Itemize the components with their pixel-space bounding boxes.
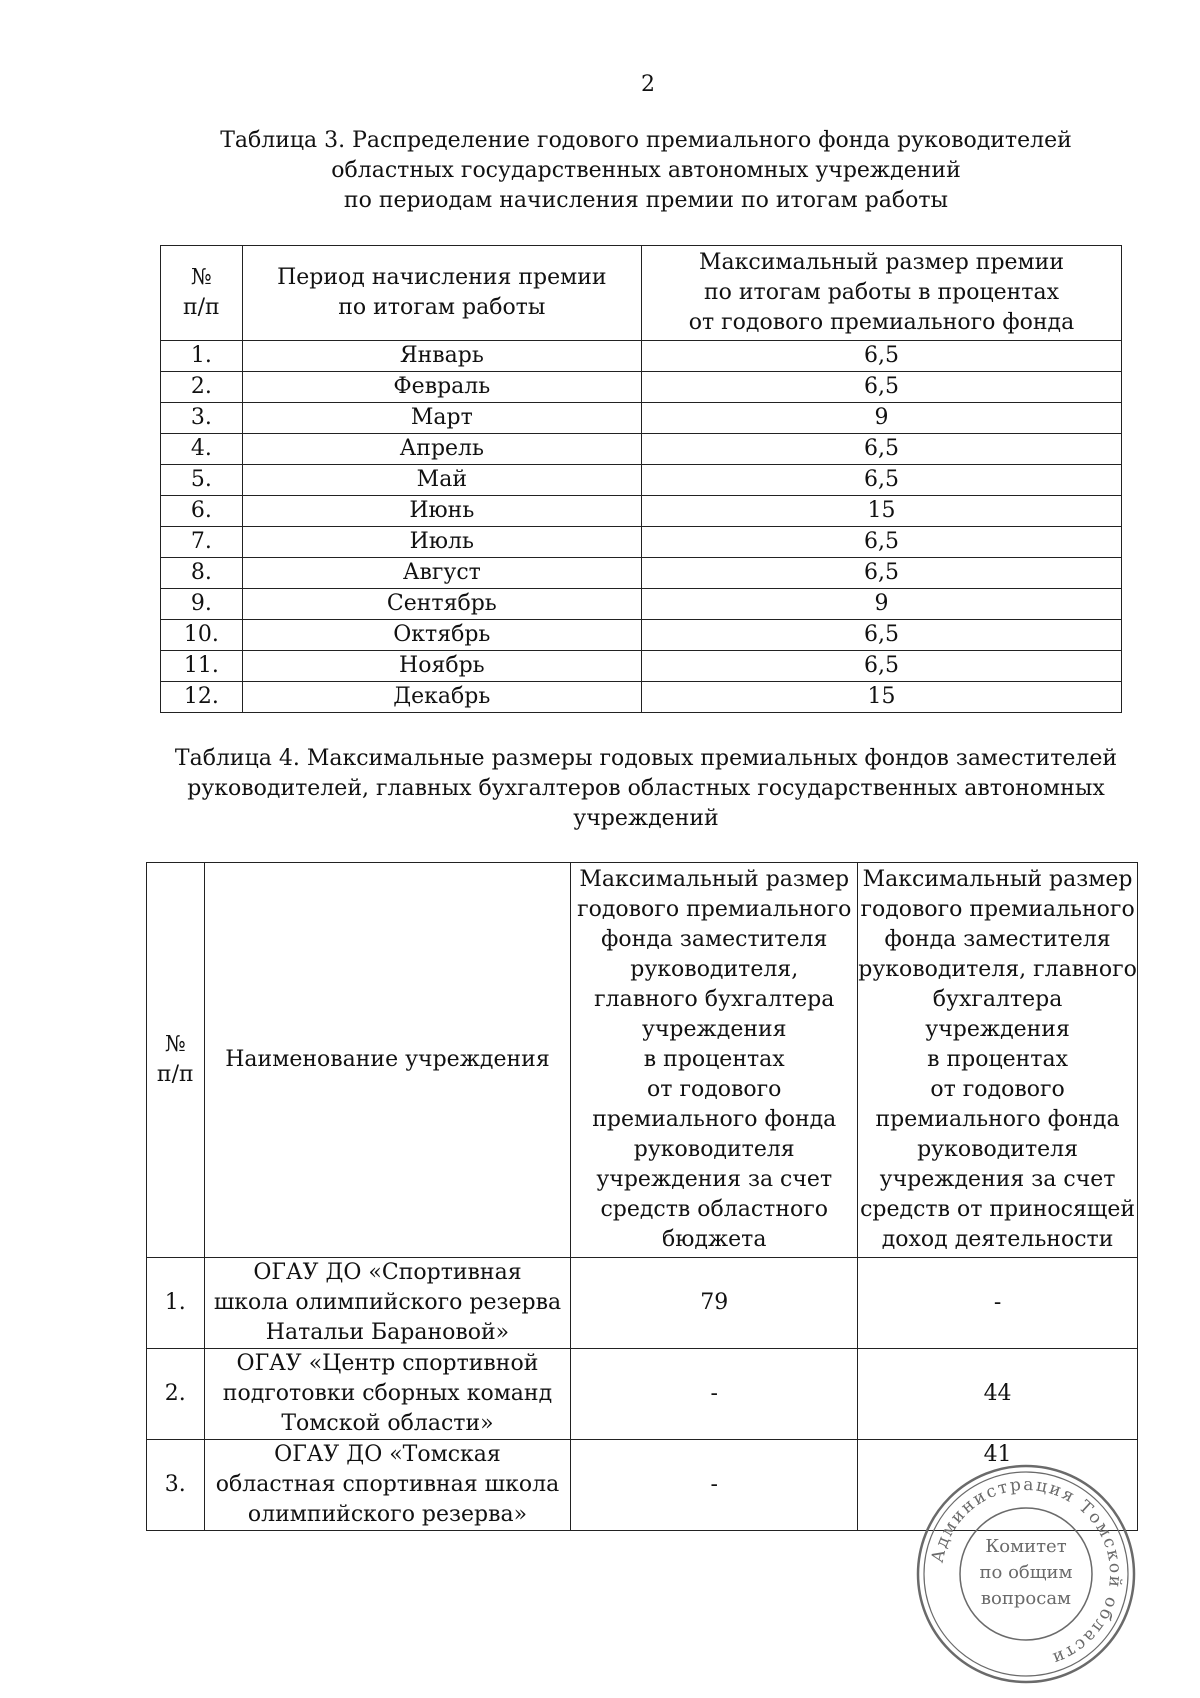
caption-line: руководителей, главных бухгалтеров областных государственных автономных <box>187 776 1105 801</box>
row-num: 4. <box>161 434 243 465</box>
row-budget-value: - <box>571 1349 858 1440</box>
table-row <box>161 527 1122 558</box>
table-row <box>161 465 1122 496</box>
caption-line: учреждений <box>573 806 719 831</box>
row-num: 8. <box>161 558 243 589</box>
caption-line: областных государственных автономных учреждений <box>331 158 961 183</box>
row-budget-value: 79 <box>571 1258 858 1349</box>
table3-caption <box>150 126 1142 216</box>
row-value: 9 <box>641 403 1121 434</box>
table-row <box>147 1349 1138 1440</box>
table-row <box>161 558 1122 589</box>
caption-line: Таблица 4. Максимальные размеры годовых премиальных фондов заместителей <box>174 746 1118 771</box>
row-income-value: - <box>858 1258 1138 1349</box>
row-value: 9 <box>641 589 1121 620</box>
row-num: 2. <box>161 372 243 403</box>
caption-line: по периодам начисления премии по итогам работы <box>343 188 949 213</box>
table4-deputy-funds <box>146 862 1138 1531</box>
table4-caption <box>150 744 1142 834</box>
row-period: Октябрь <box>242 620 641 651</box>
header-max-percent: Максимальный размер премии по итогам работы в процентах от годового премиального фонда <box>641 246 1121 341</box>
row-institution: ОГАУ ДО «Томская областная спортивная школа олимпийского резерва» <box>204 1440 571 1531</box>
row-value: 6,5 <box>641 372 1121 403</box>
row-value: 6,5 <box>641 527 1121 558</box>
row-income-value: 44 <box>858 1349 1138 1440</box>
table-header-row <box>147 863 1138 1258</box>
header-num: № п/п <box>161 246 243 341</box>
row-budget-value: - <box>571 1440 858 1531</box>
row-num: 3. <box>161 403 243 434</box>
row-value: 6,5 <box>641 651 1121 682</box>
header-income-percent: Максимальный размер годового премиального фонда заместителя руководителя, главного бухгалтера учреждения в процентах от годового премиального фонда руководителя учреждения за счет средств от приносящей доход деятельности <box>858 863 1138 1258</box>
table-row <box>161 589 1122 620</box>
row-value: 6,5 <box>641 465 1121 496</box>
row-num: 1. <box>161 341 243 372</box>
header-budget-percent: Максимальный размер годового премиального фонда заместителя руководителя, главного бухгалтера учреждения в процентах от годового премиального фонда руководителя учреждения за счет средств областного бюджета <box>571 863 858 1258</box>
table3-bonus-distribution <box>160 245 1122 713</box>
row-num: 5. <box>161 465 243 496</box>
page-number: 2 <box>641 72 655 97</box>
stamp-center-line: Комитет <box>985 1536 1067 1557</box>
row-num: 7. <box>161 527 243 558</box>
row-num: 1. <box>147 1258 205 1349</box>
table-row <box>161 372 1122 403</box>
row-period: Февраль <box>242 372 641 403</box>
row-num: 6. <box>161 496 243 527</box>
row-period: Январь <box>242 341 641 372</box>
row-value: 15 <box>641 496 1121 527</box>
header-period: Период начисления премии по итогам работы <box>242 246 641 341</box>
stamp-ring-text: Администрация Томской области <box>927 1474 1126 1669</box>
table-row <box>161 403 1122 434</box>
row-institution: ОГАУ ДО «Спортивная школа олимпийского резерва Натальи Барановой» <box>204 1258 571 1349</box>
row-value: 6,5 <box>641 341 1121 372</box>
header-num: № п/п <box>147 863 205 1258</box>
row-period: Август <box>242 558 641 589</box>
row-num: 12. <box>161 682 243 713</box>
row-period: Июнь <box>242 496 641 527</box>
row-period: Март <box>242 403 641 434</box>
table-row <box>161 682 1122 713</box>
row-value: 6,5 <box>641 434 1121 465</box>
table-header-row <box>161 246 1122 341</box>
table-row <box>161 434 1122 465</box>
row-num: 2. <box>147 1349 205 1440</box>
table-row <box>147 1258 1138 1349</box>
official-stamp <box>912 1460 1140 1688</box>
caption-line: Таблица 3. Распределение годового премиального фонда руководителей <box>220 128 1072 153</box>
table-row <box>161 496 1122 527</box>
row-num: 3. <box>147 1440 205 1531</box>
row-num: 11. <box>161 651 243 682</box>
row-institution: ОГАУ «Центр спортивной подготовки сборных команд Томской области» <box>204 1349 571 1440</box>
header-name: Наименование учреждения <box>204 863 571 1258</box>
row-value: 15 <box>641 682 1121 713</box>
row-period: Сентябрь <box>242 589 641 620</box>
stamp-seal-icon <box>912 1460 1140 1688</box>
stamp-center-line: по общим <box>979 1562 1073 1583</box>
row-period: Май <box>242 465 641 496</box>
table-row <box>161 651 1122 682</box>
row-income-value: 41 <box>858 1440 1138 1531</box>
table-row <box>161 620 1122 651</box>
row-value: 6,5 <box>641 620 1121 651</box>
row-period: Июль <box>242 527 641 558</box>
row-num: 9. <box>161 589 243 620</box>
row-value: 6,5 <box>641 558 1121 589</box>
row-num: 10. <box>161 620 243 651</box>
row-period: Декабрь <box>242 682 641 713</box>
row-period: Апрель <box>242 434 641 465</box>
table-row <box>161 341 1122 372</box>
row-period: Ноябрь <box>242 651 641 682</box>
stamp-center-line: вопросам <box>980 1588 1072 1609</box>
